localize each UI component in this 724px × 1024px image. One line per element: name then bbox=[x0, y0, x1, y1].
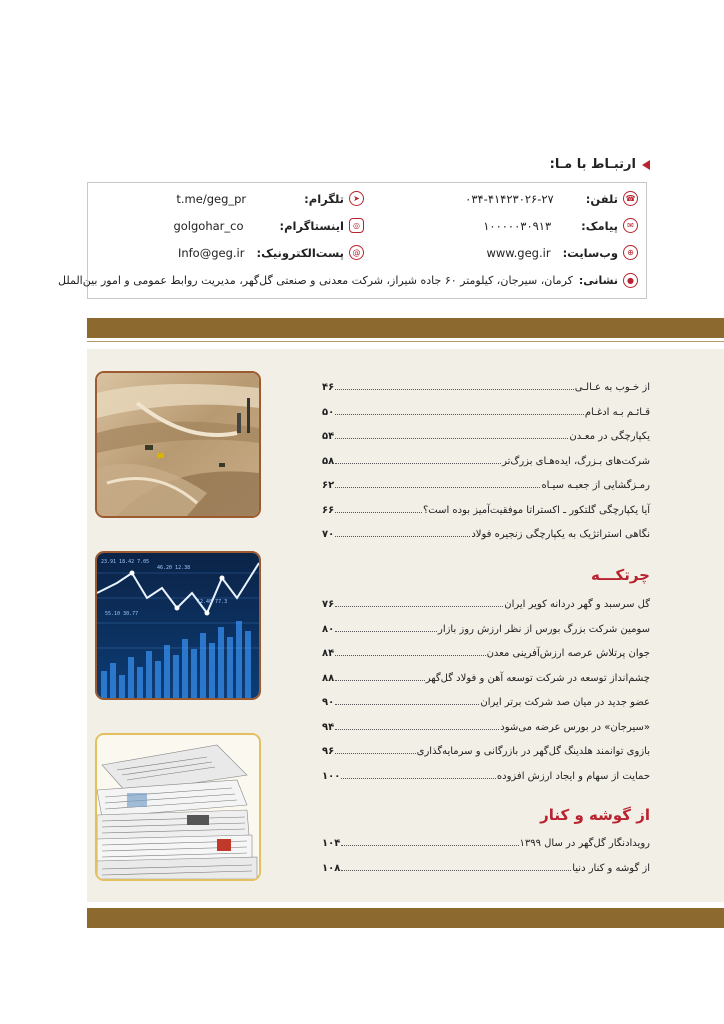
toc-item-title: رویدادنگار گل‌گهر در سال ۱۳۹۹ bbox=[519, 838, 650, 849]
toc-item-page: ۴۶ bbox=[322, 382, 335, 393]
top-band bbox=[87, 318, 724, 338]
newspapers-photo bbox=[95, 733, 261, 881]
toc-item-page: ۶۶ bbox=[322, 504, 335, 516]
envelope-icon: ✉ bbox=[623, 218, 638, 233]
toc-dot-leader bbox=[335, 680, 425, 681]
toc-item-page: ۷۶ bbox=[322, 599, 335, 610]
toc-item-title: شرکت‌های بـزرگ، ایده‌هـای بزرگ‌تر bbox=[502, 455, 650, 467]
toc-dot-leader bbox=[335, 729, 499, 730]
toc-item[interactable] bbox=[322, 833, 650, 849]
toc-item-title: عضو جدید در میان صد شرکت برتر ایران bbox=[480, 697, 650, 708]
sms-row bbox=[483, 218, 638, 233]
toc-item-page: ۸۸ bbox=[322, 672, 335, 684]
toc-item-page: ۵۴ bbox=[322, 431, 335, 442]
website-row bbox=[486, 245, 638, 260]
toc-dot-leader bbox=[335, 655, 485, 656]
toc-item[interactable] bbox=[322, 858, 650, 874]
toc-item-title: چشم‌انداز توسعه در شرکت توسعه آهن و فولاد گل‌گهر bbox=[425, 672, 650, 684]
toc-item-title: آیا یکپارچگی گلتکور ـ اکستراتا موفقیت‌آمیز بوده است؟ bbox=[422, 504, 650, 516]
toc-item[interactable] bbox=[322, 377, 650, 393]
toc-dot-leader bbox=[341, 870, 571, 871]
toc-item[interactable] bbox=[322, 402, 650, 418]
telegram-value[interactable]: t.me/geg_pr bbox=[176, 191, 247, 206]
email-label: پست‌الکترونیک: bbox=[256, 245, 344, 260]
globe-icon: ⊕ bbox=[623, 245, 638, 260]
toc-item-page: ۹۰ bbox=[322, 697, 335, 708]
telegram-label: تلگرام: bbox=[304, 191, 344, 206]
mine-photo bbox=[95, 371, 261, 518]
toc-dot-leader bbox=[341, 845, 518, 846]
website-value[interactable]: www.geg.ir bbox=[486, 245, 551, 260]
toc-item[interactable] bbox=[322, 619, 650, 635]
telegram-row bbox=[176, 191, 364, 206]
toc-item-title: قـائـم بـه ادغـام bbox=[584, 406, 650, 418]
address-row bbox=[58, 273, 638, 288]
phone-row bbox=[465, 191, 638, 206]
toc-item[interactable] bbox=[322, 426, 650, 442]
toc-item-page: ۸۰ bbox=[322, 623, 335, 635]
toc-item-title: سومین شرکت بزرگ بورس از نظر ارزش روز بازار bbox=[437, 623, 650, 635]
newspapers-illustration bbox=[97, 735, 259, 879]
toc-dot-leader bbox=[335, 536, 470, 537]
toc-dot-leader bbox=[335, 463, 501, 464]
address-label: نشانی: bbox=[578, 274, 618, 287]
toc-item-page: ۱۰۰ bbox=[322, 770, 341, 782]
bottom-band bbox=[87, 908, 724, 928]
svg-text:23.91 18.42 7.05: 23.91 18.42 7.05 bbox=[101, 559, 150, 565]
toc-dot-leader bbox=[335, 414, 584, 415]
toc-item-title: حمایت از سهام و ایجاد ارزش افزوده bbox=[496, 770, 650, 782]
contact-title: ارتبـاط با مـا: bbox=[549, 157, 636, 172]
toc-item-title: «سیرجان» در بورس عرضه می‌شود bbox=[500, 721, 650, 733]
toc-item-title: بازوی توانمند هلدینگ گل‌گهر در بازرگانی و سرمایه‌گذاری bbox=[416, 746, 650, 757]
toc-dot-leader bbox=[335, 753, 415, 754]
location-pin-icon: ● bbox=[623, 273, 638, 288]
at-sign-icon: @ bbox=[349, 245, 364, 260]
email-value[interactable]: Info@geg.ir bbox=[177, 245, 245, 260]
toc-item[interactable] bbox=[322, 475, 650, 491]
toc-item[interactable] bbox=[322, 668, 650, 684]
address-value: کرمان، سیرجان، کیلومتر ۶۰ جاده شیراز، شرکت معدنی و صنعتی گل‌گهر، مدیریت روابط عمومی و امور بین‌الملل bbox=[57, 274, 573, 287]
svg-text:46.20 12.38: 46.20 12.38 bbox=[157, 565, 191, 571]
toc-item[interactable] bbox=[322, 643, 650, 659]
sms-value: ۱۰۰۰۰۰۳۰۹۱۳ bbox=[483, 218, 552, 233]
toc-item-page: ۱۰۸ bbox=[322, 862, 341, 874]
toc-item-title: یکپارچگی در معـدن bbox=[569, 431, 650, 442]
toc-item[interactable] bbox=[322, 766, 650, 782]
contact-box bbox=[57, 182, 647, 299]
toc-dot-leader bbox=[335, 512, 422, 513]
website-label: وب‌سایت: bbox=[562, 245, 618, 260]
contact-heading bbox=[550, 157, 650, 172]
phone-label: تلفن: bbox=[585, 191, 618, 206]
toc-item-page: ۹۶ bbox=[322, 746, 335, 757]
stock-chart-illustration bbox=[97, 553, 259, 698]
toc-dot-leader bbox=[335, 704, 479, 705]
email-row bbox=[178, 245, 364, 260]
toc-item[interactable] bbox=[322, 500, 650, 516]
toc-item-page: ۵۸ bbox=[322, 455, 335, 467]
sms-label: پیامک: bbox=[581, 218, 618, 233]
instagram-row bbox=[173, 218, 364, 233]
instagram-label: اینستاگرام: bbox=[279, 218, 344, 233]
toc-item[interactable] bbox=[322, 717, 650, 733]
toc-item-title: رمـزگشایی از جعبـه سیـاه bbox=[541, 480, 650, 491]
mine-illustration bbox=[97, 373, 259, 516]
toc-item-page: ۹۴ bbox=[322, 721, 335, 733]
toc-item-page: ۷۰ bbox=[322, 529, 335, 540]
instagram-value[interactable]: golgohar_co bbox=[173, 218, 244, 233]
telegram-icon: ➤ bbox=[349, 191, 364, 206]
toc-item-title: جوان پرتلاش عرصه ارزش‌آفرینی معدن bbox=[486, 648, 650, 659]
triangle-marker-icon bbox=[642, 160, 650, 170]
toc-item-title: نگاهی استراتژیک به یکپارچگی زنجیره فولاد bbox=[471, 529, 650, 540]
toc-dot-leader bbox=[335, 606, 503, 607]
toc-dot-leader bbox=[341, 778, 496, 779]
stock-chart-photo bbox=[95, 551, 261, 700]
phone-value: ۰۳۴-۴۱۴۲۳۰۲۶-۲۷ bbox=[465, 191, 554, 206]
toc-item-title: گل سرسبد و گهر دردانه کویر ایران bbox=[504, 599, 650, 610]
toc-item-page: ۶۲ bbox=[322, 480, 335, 491]
toc-item[interactable] bbox=[322, 594, 650, 610]
svg-text:12.40 77.3: 12.40 77.3 bbox=[197, 599, 228, 605]
toc-item-page: ۵۰ bbox=[322, 406, 335, 418]
svg-text:55.10 30.77: 55.10 30.77 bbox=[105, 611, 139, 617]
section-title-chortke: چرتکـــه bbox=[591, 566, 650, 584]
toc-dot-leader bbox=[335, 438, 568, 439]
toc-dot-leader bbox=[335, 631, 437, 632]
toc-item[interactable] bbox=[322, 741, 650, 757]
toc-item[interactable] bbox=[322, 692, 650, 708]
toc-dot-leader bbox=[335, 487, 540, 488]
top-band-line bbox=[87, 341, 724, 342]
phone-icon: ☎ bbox=[623, 191, 638, 206]
toc-item-page: ۸۴ bbox=[322, 648, 335, 659]
section-title-az-gooshe: از گوشه و کنار bbox=[540, 806, 650, 824]
toc-item-title: از خـوب به عـالـی bbox=[574, 382, 650, 393]
toc-item[interactable] bbox=[322, 451, 650, 467]
toc-item-title: از گوشه و کنار دنیا bbox=[572, 862, 650, 874]
instagram-icon: ◎ bbox=[349, 218, 364, 233]
toc-item-page: ۱۰۴ bbox=[322, 838, 341, 849]
toc-dot-leader bbox=[335, 389, 574, 390]
toc-item[interactable] bbox=[322, 524, 650, 540]
